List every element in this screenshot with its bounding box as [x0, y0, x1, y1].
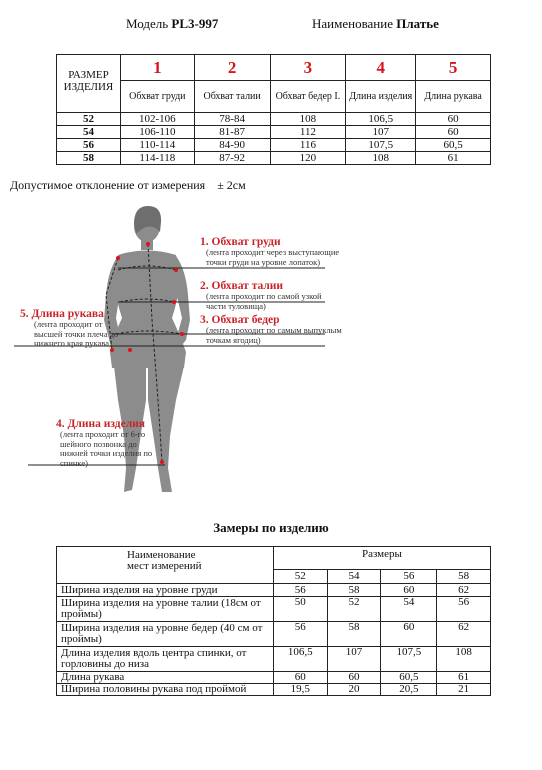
callout-sleeve-length: 5. Длина рукава (лента проходит от высшей точки плеча до нижнего края рукава) — [20, 308, 119, 348]
size-corner-label: РАЗМЕР ИЗДЕЛИЯ — [57, 55, 121, 113]
callout-chest: 1. Обхват груди (лента проходит через выступающие точки груди на уровне лопаток) — [200, 236, 340, 267]
callout-hips: 3. Обхват бедер (лента проходит по самым выпуклым точкам ягодиц) — [200, 314, 342, 345]
table-row: 58 114-118 87-92 120 108 61 — [57, 152, 491, 165]
model-heading: Модель PL3-997 — [126, 16, 219, 31]
measurement-figure — [0, 200, 542, 505]
size-header: 56 — [381, 570, 437, 584]
col-label: Длина изделия — [346, 81, 416, 113]
table-row: 54 106-110 81-87 112 107 60 — [57, 126, 491, 139]
col-number: 5 — [416, 55, 491, 81]
tolerance-value: ± 2см — [217, 178, 246, 192]
table-row: Ширина изделия на уровне бедер (40 см от проймы) 56 58 60 62 — [57, 622, 491, 647]
callout-dress-length: 4. Длина изделия (лента проходит от 6-го шейного позвонка до нижней точки изделия по спинке) — [56, 418, 153, 468]
measurements-title: Замеры по изделию — [213, 520, 329, 535]
callout-waist: 2. Обхват талии (лента проходит по самой узкой части туловища) — [200, 280, 322, 311]
col-label: Длина рукава — [416, 81, 491, 113]
size-header: 58 — [437, 570, 491, 584]
size-header: 52 — [273, 570, 327, 584]
table-row: Длина рукава 60 60 60,5 61 — [57, 672, 491, 684]
measurements-header-label: Наименование мест измерений — [57, 547, 274, 584]
col-label: Обхват груди — [120, 81, 194, 113]
col-number: 4 — [346, 55, 416, 81]
col-number: 2 — [194, 55, 270, 81]
size-table — [56, 54, 491, 165]
col-label: Обхват бедер I. — [270, 81, 346, 113]
col-number: 3 — [270, 55, 346, 81]
table-row: Ширина изделия на уровне груди 56 58 60 62 — [57, 584, 491, 597]
model-code: PL3-997 — [171, 16, 219, 31]
tolerance-note: Допустимое отклонение от измерения ± 2см — [10, 178, 246, 192]
col-number: 1 — [120, 55, 194, 81]
measurements-table — [56, 546, 491, 696]
table-row: 56 110-114 84-90 116 107,5 60,5 — [57, 139, 491, 152]
table-row: Ширина половины рукава под проймой 19,5 20 20,5 21 — [57, 684, 491, 696]
sizes-header: Размеры — [273, 547, 490, 570]
table-row: Длина изделия вдоль центра спинки, от горловины до низа 106,5 107 107,5 108 — [57, 647, 491, 672]
product-name-heading: Наименование Платье — [312, 16, 439, 31]
size-header: 54 — [327, 570, 381, 584]
product-name: Платье — [396, 16, 439, 31]
table-row: Ширина изделия на уровне талии (18см от проймы) 50 52 54 56 — [57, 597, 491, 622]
col-label: Обхват талии — [194, 81, 270, 113]
table-row: 52 102-106 78-84 108 106,5 60 — [57, 113, 491, 126]
